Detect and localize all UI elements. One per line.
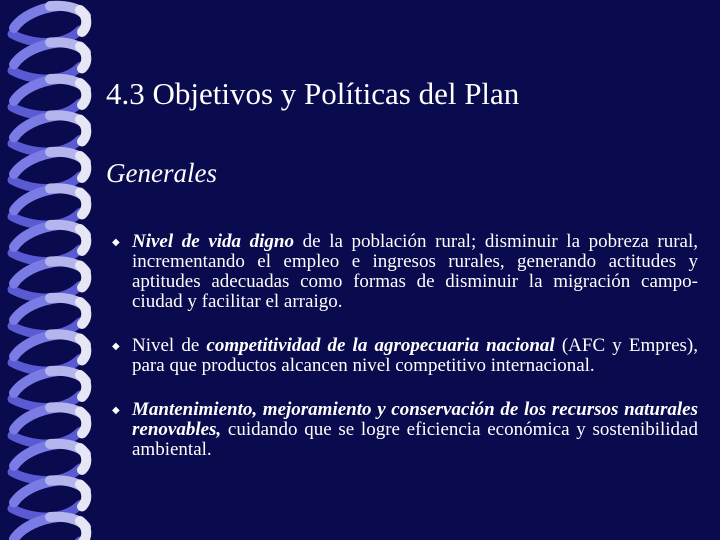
spiral-ring [12,407,86,444]
spiral-ring [12,79,86,116]
bullet-text: de la población rural; disminuir la pobreza rural, incrementando el empleo e ingresos rurales, generando actitudes y aptitudes adecuadas como formas de disminuir la migración campo-ciudad y facilitar el arraigo. [132,231,698,312]
spiral-ring [12,334,86,371]
bullet-emphasis: Mantenimiento, mejoramiento y conservación de los recursos naturales renovables, [132,399,698,440]
spiral-binding-decoration [0,0,110,540]
bullet-item-competitiveness [112,336,698,376]
bullet-item-natural-resources [112,400,698,460]
spiral-ring [12,371,86,408]
diamond-bullet-icon: ◆ [112,405,120,416]
spiral-ring [12,517,86,540]
spiral-ring [12,261,86,298]
diamond-bullet-icon: ◆ [112,237,120,248]
bullet-prefix: Nivel de [132,335,207,356]
slide-title: 4.3 Objetivos y Políticas del Plan [106,76,520,111]
spiral-ring [12,188,86,225]
spiral-ring [12,480,86,517]
bullet-text: cuidando que se logre eficiencia económica y sostenibilidad ambiental. [132,419,698,460]
bullet-item-living-standard [112,232,698,312]
bullet-emphasis: Nivel de vida digno [132,231,295,252]
bullet-text: (AFC y Empres), para que productos alcancen nivel competitivo internacional. [132,335,698,376]
spiral-ring [12,225,86,262]
spiral-ring [12,6,86,43]
spiral-ring [12,298,86,335]
diamond-bullet-icon: ◆ [112,341,120,352]
spiral-ring [12,444,86,481]
spiral-ring [12,152,86,189]
spiral-ring [12,42,86,79]
bullet-list [112,232,698,460]
bullet-emphasis: competitividad de la agropecuaria nacional [206,335,555,356]
spiral-ring [12,115,86,152]
slide-subtitle: Generales [106,158,217,188]
